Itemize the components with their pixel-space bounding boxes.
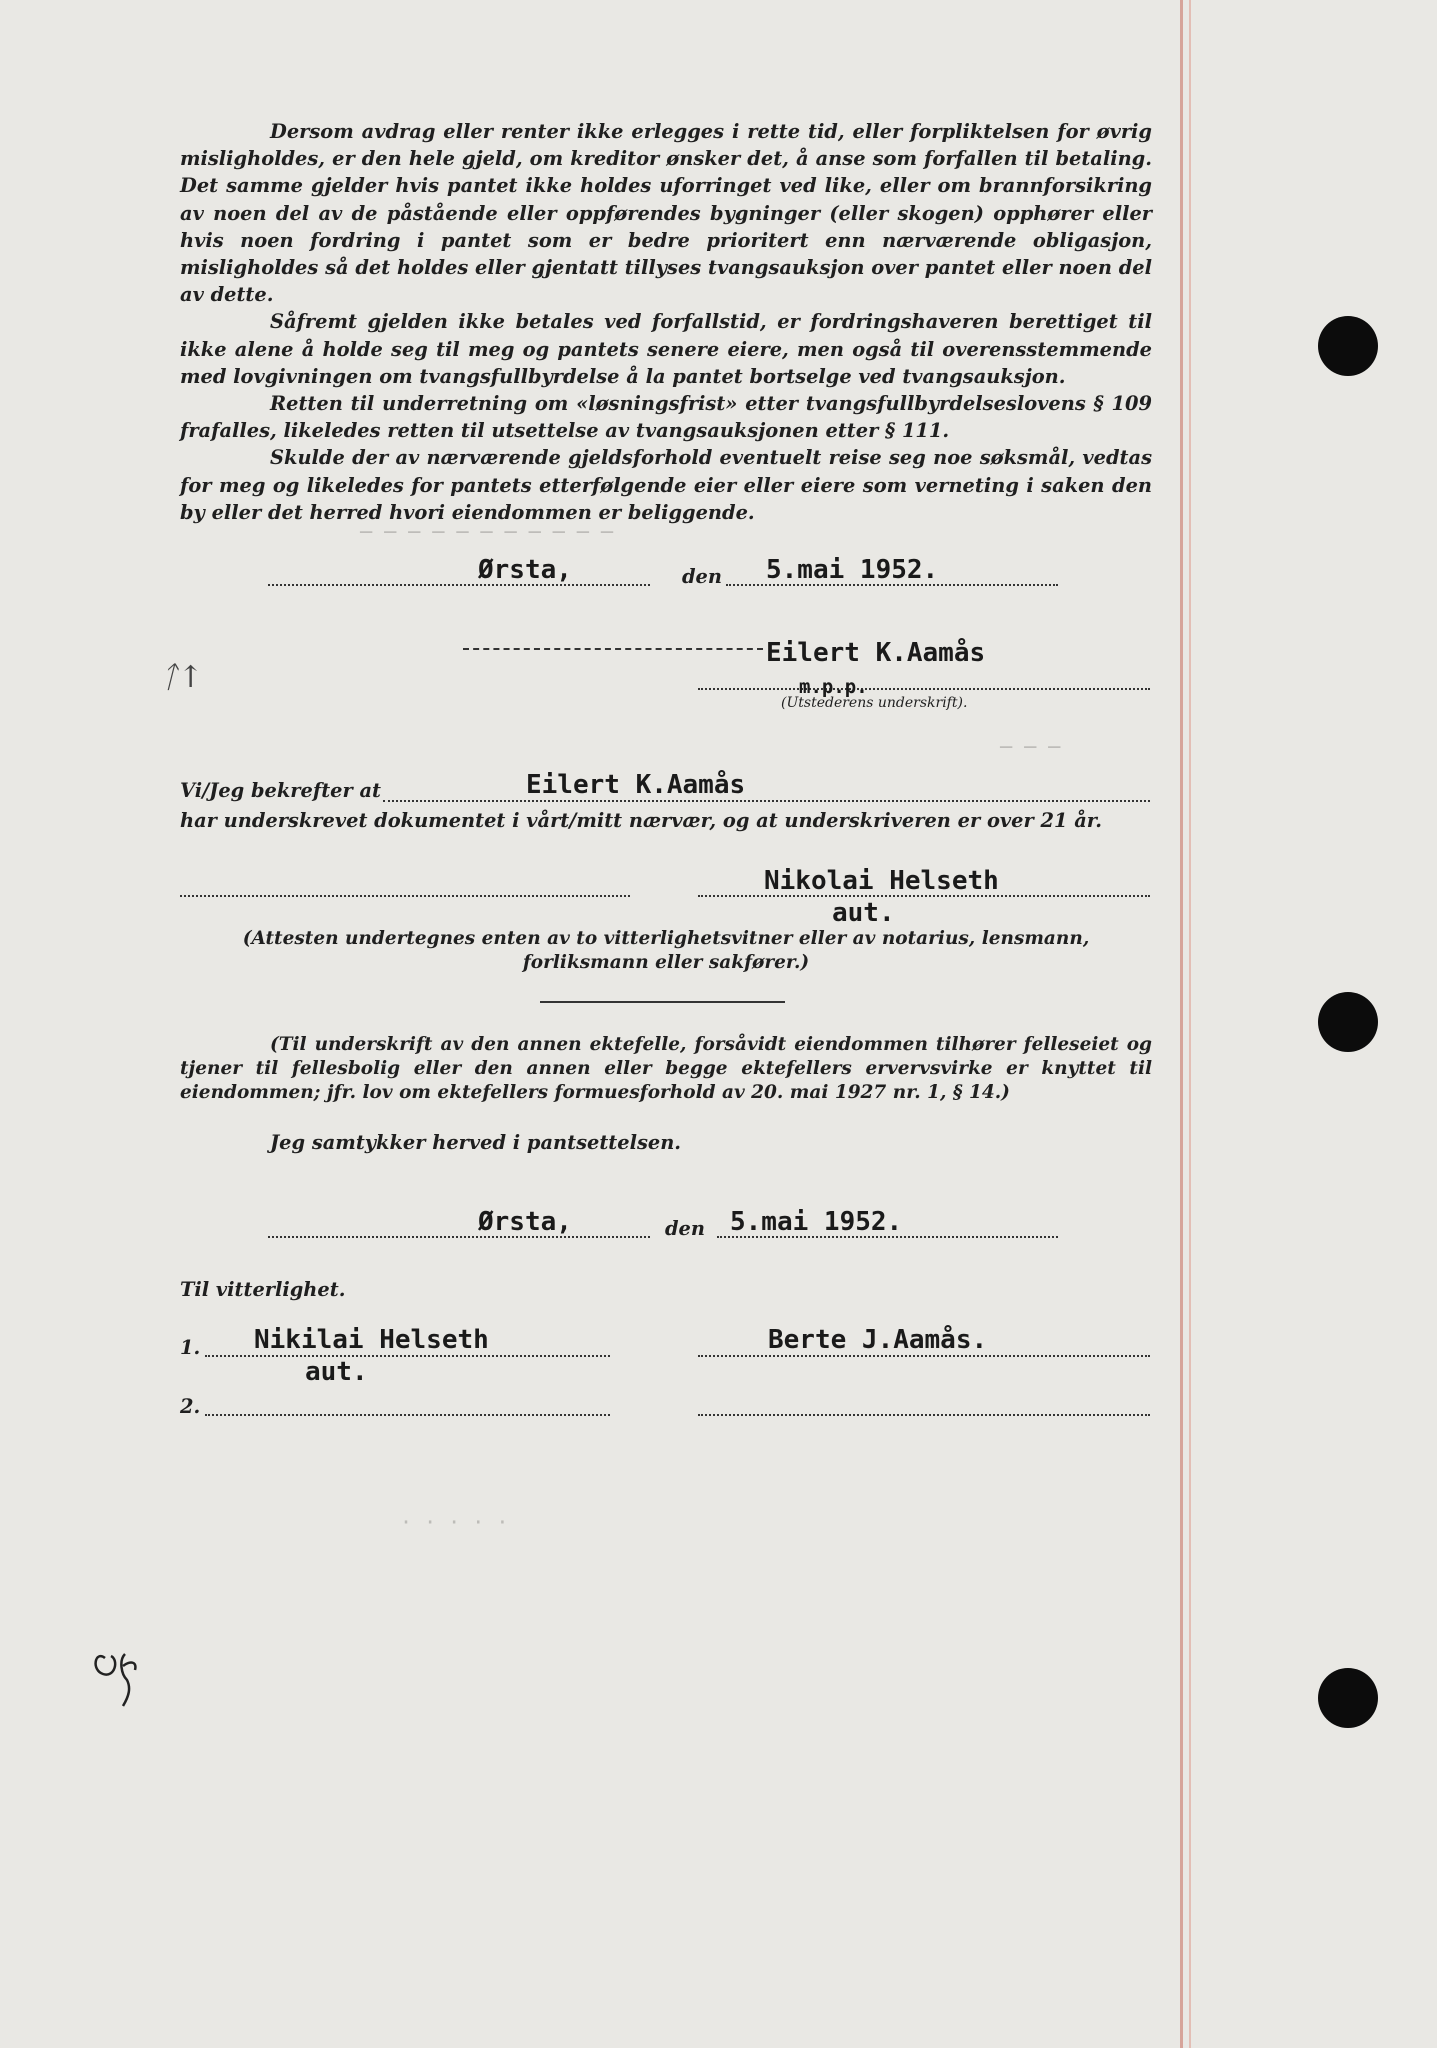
margin-scribble: ᛏ↑ [160, 660, 204, 695]
spouse-signature-line [698, 1355, 1150, 1357]
witness-2-number: 2. [180, 1395, 201, 1418]
bleed-through-text: ─ ─ ─ [1000, 735, 1061, 759]
place-line [268, 584, 650, 586]
separator-line [540, 1001, 785, 1003]
confirm-name: Eilert K.Aamås [526, 770, 746, 800]
signature-dash-line [463, 648, 763, 650]
terms-paragraph-venue: Skulde der av nærværende gjeldsforhold eventuelt reise seg noe søksmål, vedtas for meg og likeledes for pantets etterfølgende eier eller eiere som verneting i saken den by eller det herred hvori eiendommen er beliggende. [180, 446, 1152, 524]
consent-text: Jeg samtykker herved i pantsettelsen. [270, 1131, 682, 1154]
issuer-caption: (Utstederens underskrift). [781, 695, 968, 711]
terms-text [180, 118, 1152, 526]
den-label-2: den [665, 1217, 705, 1240]
attest-note: (Attesten undertegnes enten av to vitterlighetsvitner eller av notarius, lensmann, forliksmann eller sakfører.) [242, 928, 1090, 973]
confirm-line [383, 800, 1150, 802]
witness-1-number: 1. [180, 1336, 201, 1359]
witness-signature: Nikolai Helseth [764, 866, 999, 896]
witness-aut: aut. [832, 898, 895, 928]
witness-1-signature: Nikilai Helseth [254, 1325, 489, 1355]
date-1: 5.mai 1952. [766, 555, 939, 585]
witness-2-line [205, 1414, 610, 1416]
issuer-signature: Eilert K.Aamås [766, 638, 986, 668]
terms-paragraph-enforcement: Såfremt gjelden ikke betales ved forfallstid, er fordringshaveren berettiget til ikke alene å holde seg til meg og pantets senere eiere, men også til overensstemmende med lovgivningen om tvangsfullbyrdelse å la pantet bortselge ved tvangsauksjon. [180, 310, 1152, 388]
spouse-signature: Berte J.Aamås. [768, 1325, 988, 1355]
date-2: 5.mai 1952. [730, 1207, 903, 1237]
witness-1-line [205, 1355, 610, 1357]
den-label-1: den [682, 565, 722, 588]
bleed-through-text: · · · · · [400, 1510, 509, 1534]
place-line-2 [268, 1236, 650, 1238]
confirm-prefix: Vi/Jeg bekrefter at [180, 779, 381, 802]
terms-paragraph-waiver: Retten til underretning om «løsningsfrist» etter tvangsfullbyrdelseslovens § 109 frafalles, likeledes retten til utsettelse av tvangsauksjonen etter § 111. [180, 392, 1152, 443]
red-margin-line [1180, 0, 1183, 2048]
confirm-text: har underskrevet dokumentet i vårt/mitt nærvær, og at underskriveren er over 21 år. [180, 809, 1102, 832]
spouse-note: (Til underskrift av den annen ektefelle, forsåvidt eiendommen tilhører felleseiet og tjener til fellesbolig eller den annen eller begge ektefellers ervervsvirke er knyttet til eiendommen; jfr. lov om ektefellers formuesforhold av 20. mai 1927 nr. 1, § 14.) [180, 1034, 1152, 1103]
punch-hole-icon [1318, 1668, 1378, 1728]
til-vitterlighet: Til vitterlighet. [180, 1278, 346, 1301]
bleed-through-text: ─ ─ ─ ─ ─ ─ ─ ─ ─ ─ ─ [360, 520, 613, 544]
issuer-mpp: m.p.p. [799, 676, 868, 698]
handwritten-mark [85, 1630, 155, 1710]
place-2: Ørsta, [478, 1207, 572, 1237]
witness-1-aut: aut. [305, 1357, 368, 1387]
witness-line-left [180, 895, 630, 897]
issuer-signature-line [698, 688, 1150, 690]
place-1: Ørsta, [478, 555, 572, 585]
witness-2-right-line [698, 1414, 1150, 1416]
punch-hole-icon [1318, 992, 1378, 1052]
punch-hole-icon [1318, 316, 1378, 376]
red-margin-line-inner [1189, 0, 1191, 2048]
terms-paragraph-default: Dersom avdrag eller renter ikke erlegges i rette tid, eller forpliktelsen for øvrig misligholdes, er den hele gjeld, om kreditor ønsker det, å anse som forfallen til betaling. Det samme gjelder hvis pantet ikke holdes uforringet ved like, eller om brannforsikring av noen del av de påstående eller oppførendes bygninger (eller skogen) opphører eller hvis noen fordring i pantet som er bedre prioritert enn nærværende obligasjon, misligholdes så det holdes eller gjentatt tillyses tvangsauksjon over pantet eller noen del av dette. [180, 120, 1152, 307]
